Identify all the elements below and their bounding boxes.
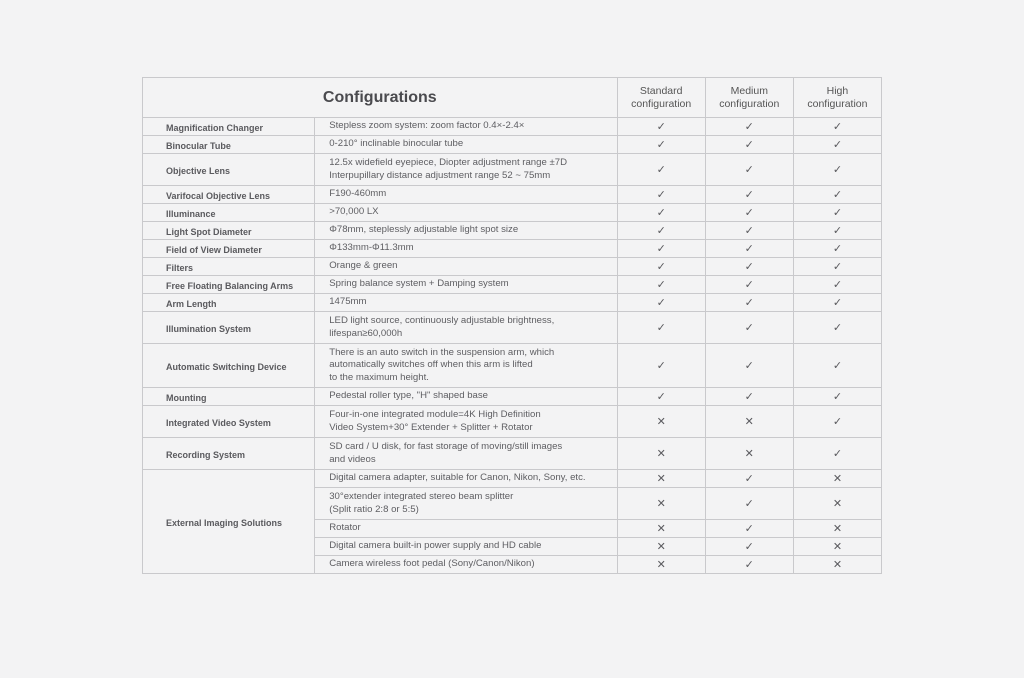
config-mark-cell <box>705 438 793 470</box>
cross-icon: ✕ <box>656 559 666 571</box>
spec-detail: Φ78mm, steplessly adjustable light spot size <box>315 222 617 240</box>
check-icon: ✓ <box>744 139 754 151</box>
spec-detail: Camera wireless foot pedal (Sony/Canon/Nikon) <box>315 556 617 574</box>
spec-detail: Four-in-one integrated module=4K High Definition Video System+30° Extender + Splitter + Rotator <box>315 406 617 438</box>
feature-name: Integrated Video System <box>143 406 315 438</box>
config-mark-cell <box>705 222 793 240</box>
feature-name: Automatic Switching Device <box>143 344 315 388</box>
feature-name: Magnification Changer <box>143 118 315 136</box>
check-icon: ✓ <box>744 164 754 176</box>
check-icon: ✓ <box>744 207 754 219</box>
check-icon: ✓ <box>744 297 754 309</box>
spec-detail: SD card / U disk, for fast storage of moving/still images and videos <box>315 438 617 470</box>
cross-icon: ✕ <box>656 473 666 485</box>
config-mark-cell <box>705 294 793 312</box>
check-icon: ✓ <box>832 360 843 372</box>
config-mark-cell <box>705 258 793 276</box>
check-icon: ✓ <box>744 559 754 571</box>
check-icon: ✓ <box>832 279 843 291</box>
cross-icon: ✕ <box>832 541 843 553</box>
feature-name: Illumination System <box>143 312 315 344</box>
config-mark-cell <box>793 312 881 344</box>
config-mark-cell <box>705 312 793 344</box>
config-mark-cell <box>705 344 793 388</box>
check-icon: ✓ <box>832 139 843 151</box>
spec-detail: Digital camera adapter, suitable for Canon, Nikon, Sony, etc. <box>315 470 617 488</box>
config-mark-cell <box>705 276 793 294</box>
check-icon: ✓ <box>744 225 754 237</box>
config-mark-cell <box>617 294 705 312</box>
config-mark-cell <box>617 276 705 294</box>
config-mark-cell <box>793 222 881 240</box>
cross-icon: ✕ <box>656 523 666 535</box>
spec-detail: LED light source, continuously adjustable brightness, lifespan≥60,000h <box>315 312 617 344</box>
check-icon: ✓ <box>744 360 754 372</box>
check-icon: ✓ <box>832 322 843 334</box>
config-mark-cell <box>793 204 881 222</box>
check-icon: ✓ <box>832 121 843 133</box>
config-mark-cell <box>705 186 793 204</box>
check-icon: ✓ <box>744 121 754 133</box>
config-mark-cell <box>793 488 881 520</box>
header-standard-label: Standard configuration <box>631 84 692 110</box>
config-mark-cell <box>705 488 793 520</box>
check-icon: ✓ <box>744 243 754 255</box>
config-mark-cell <box>793 258 881 276</box>
config-mark-cell <box>617 488 705 520</box>
header-high-configuration <box>793 78 881 118</box>
config-mark-cell <box>617 438 705 470</box>
check-icon: ✓ <box>656 391 666 403</box>
config-mark-cell <box>793 406 881 438</box>
config-mark-cell <box>793 388 881 406</box>
check-icon: ✓ <box>656 261 666 273</box>
config-mark-cell <box>705 406 793 438</box>
config-mark-cell <box>617 154 705 186</box>
config-mark-cell <box>705 136 793 154</box>
feature-name: Recording System <box>143 438 315 470</box>
header-row <box>143 78 882 118</box>
header-high-label: High configuration <box>807 84 868 110</box>
check-icon: ✓ <box>656 164 666 176</box>
feature-name: Arm Length <box>143 294 315 312</box>
check-icon: ✓ <box>832 164 843 176</box>
config-mark-cell <box>705 240 793 258</box>
config-mark-cell <box>705 154 793 186</box>
cross-icon: ✕ <box>832 473 843 485</box>
config-mark-cell <box>705 118 793 136</box>
check-icon: ✓ <box>832 391 843 403</box>
config-mark-cell <box>617 240 705 258</box>
config-mark-cell <box>617 344 705 388</box>
cross-icon: ✕ <box>744 448 754 460</box>
check-icon: ✓ <box>656 243 666 255</box>
check-icon: ✓ <box>656 297 666 309</box>
spec-detail: F190-460mm <box>315 186 617 204</box>
config-mark-cell <box>705 388 793 406</box>
cross-icon: ✕ <box>832 559 843 571</box>
check-icon: ✓ <box>744 541 754 553</box>
config-mark-cell <box>617 258 705 276</box>
feature-name: Illuminance <box>143 204 315 222</box>
config-mark-cell <box>793 294 881 312</box>
spec-detail: Spring balance system + Damping system <box>315 276 617 294</box>
table-title: Configurations <box>143 78 618 118</box>
check-icon: ✓ <box>744 261 754 273</box>
check-icon: ✓ <box>656 189 666 201</box>
spec-detail: There is an auto switch in the suspension arm, which automatically switches off when this arm is lifted to the maximum height. <box>315 344 617 388</box>
feature-name: External Imaging Solutions <box>143 470 315 574</box>
table-row <box>143 276 882 294</box>
config-mark-cell <box>617 136 705 154</box>
check-icon: ✓ <box>832 416 843 428</box>
spec-detail: 30°extender integrated stereo beam splitter (Split ratio 2:8 or 5:5) <box>315 488 617 520</box>
spec-detail: Φ133mm-Φ11.3mm <box>315 240 617 258</box>
feature-name: Binocular Tube <box>143 136 315 154</box>
config-mark-cell <box>793 136 881 154</box>
config-mark-cell <box>793 344 881 388</box>
table-row <box>143 186 882 204</box>
feature-name: Varifocal Objective Lens <box>143 186 315 204</box>
config-mark-cell <box>617 388 705 406</box>
cross-icon: ✕ <box>832 498 843 510</box>
config-mark-cell <box>793 438 881 470</box>
check-icon: ✓ <box>832 225 843 237</box>
feature-name: Free Floating Balancing Arms <box>143 276 315 294</box>
check-icon: ✓ <box>656 121 666 133</box>
check-icon: ✓ <box>832 189 843 201</box>
config-mark-cell <box>705 470 793 488</box>
check-icon: ✓ <box>832 207 843 219</box>
spec-detail: 1475mm <box>315 294 617 312</box>
spec-detail: Stepless zoom system: zoom factor 0.4×-2.4× <box>315 118 617 136</box>
cross-icon: ✕ <box>832 523 843 535</box>
cross-icon: ✕ <box>656 448 666 460</box>
spec-detail: Orange & green <box>315 258 617 276</box>
config-mark-cell <box>793 186 881 204</box>
table-row <box>143 470 882 488</box>
table-body <box>143 78 882 574</box>
config-mark-cell <box>617 470 705 488</box>
table-row <box>143 258 882 276</box>
check-icon: ✓ <box>744 498 754 510</box>
check-icon: ✓ <box>656 139 666 151</box>
check-icon: ✓ <box>656 322 666 334</box>
check-icon: ✓ <box>832 261 843 273</box>
table-row <box>143 294 882 312</box>
check-icon: ✓ <box>744 391 754 403</box>
config-mark-cell <box>617 312 705 344</box>
cross-icon: ✕ <box>656 498 666 510</box>
config-mark-cell <box>705 556 793 574</box>
config-mark-cell <box>705 204 793 222</box>
check-icon: ✓ <box>656 360 666 372</box>
config-mark-cell <box>793 556 881 574</box>
table-row <box>143 438 882 470</box>
config-mark-cell <box>617 204 705 222</box>
spec-detail: 0-210° inclinable binocular tube <box>315 136 617 154</box>
cross-icon: ✕ <box>656 416 666 428</box>
config-mark-cell <box>793 118 881 136</box>
check-icon: ✓ <box>744 473 754 485</box>
check-icon: ✓ <box>744 279 754 291</box>
check-icon: ✓ <box>832 297 843 309</box>
table-row <box>143 344 882 388</box>
config-mark-cell <box>617 118 705 136</box>
spec-detail: Rotator <box>315 520 617 538</box>
check-icon: ✓ <box>656 225 666 237</box>
table-row <box>143 312 882 344</box>
spec-detail: Pedestal roller type, "H" shaped base <box>315 388 617 406</box>
cross-icon: ✕ <box>656 541 666 553</box>
config-mark-cell <box>793 154 881 186</box>
table-row <box>143 240 882 258</box>
table-row <box>143 406 882 438</box>
config-mark-cell <box>793 538 881 556</box>
feature-name: Mounting <box>143 388 315 406</box>
check-icon: ✓ <box>744 322 754 334</box>
config-mark-cell <box>705 520 793 538</box>
header-medium-configuration <box>705 78 793 118</box>
table-row <box>143 154 882 186</box>
feature-name: Light Spot Diameter <box>143 222 315 240</box>
config-mark-cell <box>793 276 881 294</box>
spec-detail: >70,000 LX <box>315 204 617 222</box>
table-row <box>143 136 882 154</box>
table-row <box>143 118 882 136</box>
config-mark-cell <box>705 538 793 556</box>
check-icon: ✓ <box>656 279 666 291</box>
check-icon: ✓ <box>744 523 754 535</box>
config-mark-cell <box>617 406 705 438</box>
spec-detail: 12.5x widefield eyepiece, Diopter adjustment range ±7D Interpupillary distance adjustment range 52 ~ 75mm <box>315 154 617 186</box>
check-icon: ✓ <box>832 448 843 460</box>
config-mark-cell <box>617 538 705 556</box>
configuration-table <box>142 77 882 574</box>
check-icon: ✓ <box>832 243 843 255</box>
config-mark-cell <box>617 520 705 538</box>
config-mark-cell <box>617 222 705 240</box>
config-mark-cell <box>793 240 881 258</box>
config-mark-cell <box>793 520 881 538</box>
table-row <box>143 388 882 406</box>
table-row <box>143 204 882 222</box>
header-standard-configuration <box>617 78 705 118</box>
spec-detail: Digital camera built-in power supply and HD cable <box>315 538 617 556</box>
check-icon: ✓ <box>744 189 754 201</box>
config-mark-cell <box>617 186 705 204</box>
feature-name: Filters <box>143 258 315 276</box>
header-medium-label: Medium configuration <box>719 84 780 110</box>
feature-name: Objective Lens <box>143 154 315 186</box>
feature-name: Field of View Diameter <box>143 240 315 258</box>
cross-icon: ✕ <box>744 416 754 428</box>
config-mark-cell <box>793 470 881 488</box>
table-row <box>143 222 882 240</box>
config-mark-cell <box>617 556 705 574</box>
check-icon: ✓ <box>656 207 666 219</box>
